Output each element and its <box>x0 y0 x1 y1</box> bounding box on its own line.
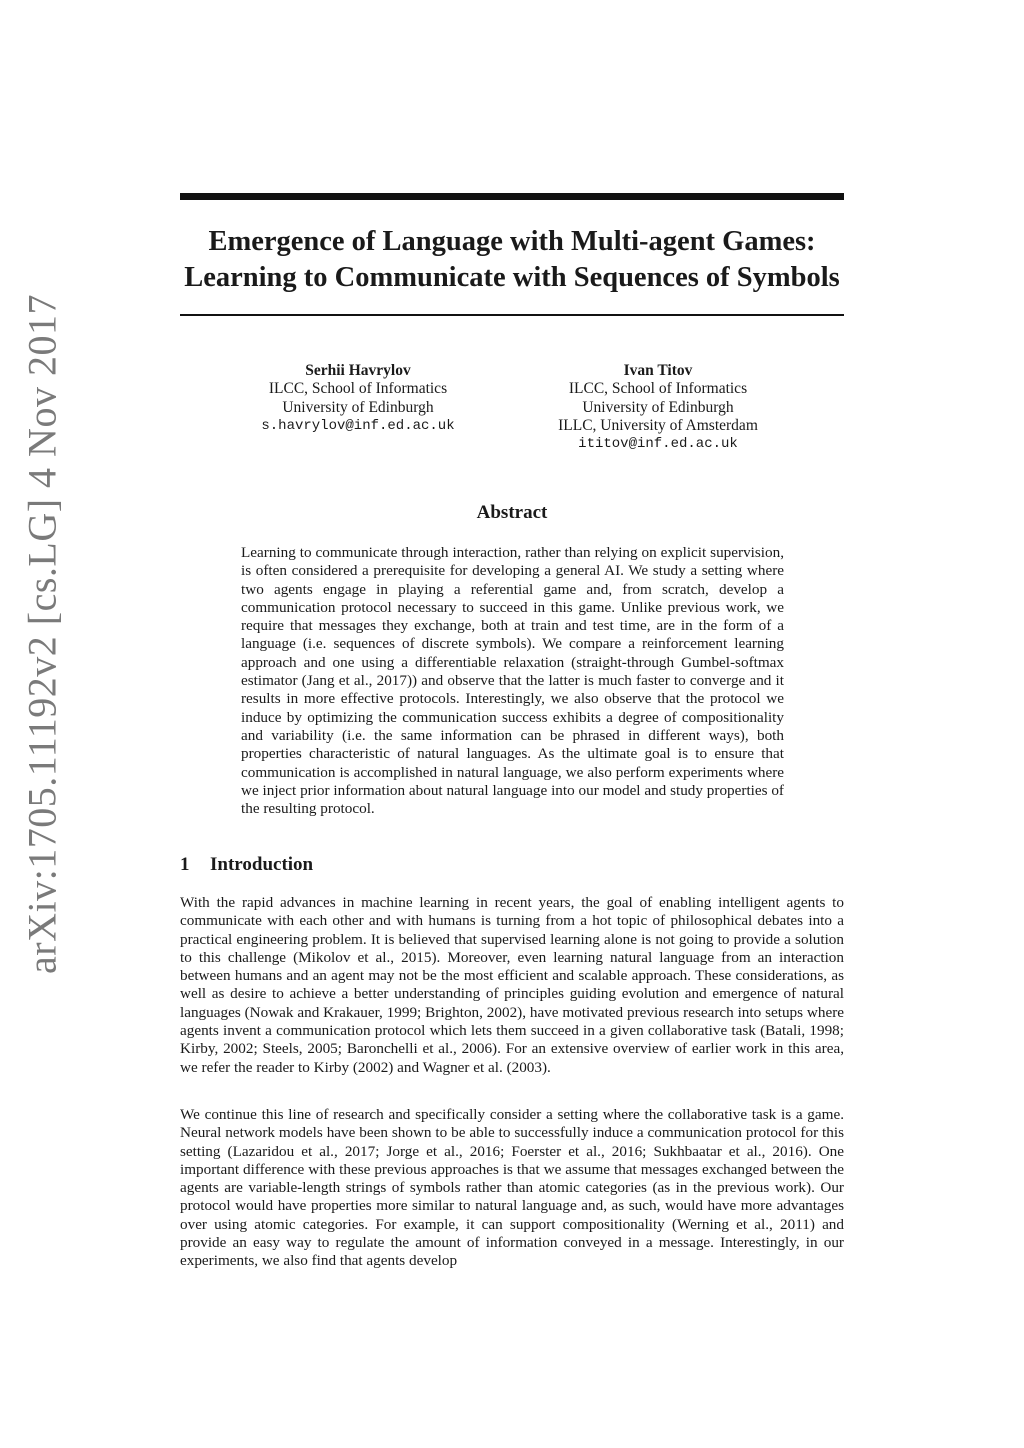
title-line-1: Emergence of Language with Multi-agent Games: <box>208 226 816 257</box>
author-email: ititov@inf.ed.ac.uk <box>578 436 738 453</box>
abstract-text: Learning to communicate through interaction, rather than relying on explicit supervision, is often considered a prerequisite for developing a general AI. We study a setting where two agents engage in playing a referential game and, from scratch, develop a communication protocol necessary to succeed in this game. Unlike previous work, we require that messages they exchange, both at train and test time, are in the form of a language (i.e. sequences of discrete symbols). We compare a reinforcement learning approach and one using a differentiable relaxation (straight-through Gumbel-softmax estimator (Jang et al., 2017)) and observe that the latter is much faster to converge and it results in more effective protocols. Interestingly, we also observe that the protocol we induce by optimizing the communication success exhibits a degree of compositionality and variability (i.e. the same information can be phrased in different ways), both properties characteristic of natural languages. As the ultimate goal is to ensure that communication is accomplished in natural language, we also perform experiments where we inject prior information about natural language into our model and study properties of the resulting protocol. <box>241 544 784 818</box>
author-affiliation: ILLC, University of Amsterdam <box>558 416 758 434</box>
section-heading-introduction <box>180 854 313 876</box>
paper-title <box>160 224 864 296</box>
author-affiliation: University of Edinburgh <box>282 398 434 416</box>
author-block-titov <box>508 362 808 453</box>
abstract-heading: Abstract <box>476 502 548 523</box>
author-affiliation: ILCC, School of Informatics <box>268 380 448 398</box>
arxiv-identifier-stamp: arXiv:1705.11192v2 [cs.LG] 4 Nov 2017 <box>19 294 65 974</box>
introduction-paragraph-2: We continue this line of research and specifically consider a setting where the collaborative task is a game. Neural network models have been shown to be able to successfully induce a communication protocol for this setting (Lazaridou et al., 2017; Jorge et al., 2016; Foerster et al., 2016; Sukhbaatar et al., 2016). One important difference with these previous approaches is that we assume that messages exchanged between the agents are variable-length strings of symbols rather than atomic categories (as in the previous work). Our protocol would have properties more similar to natural language and, as such, would have more advantages over using atomic categories. For example, it can support compositionality (Werning et al., 2011) and provide an easy way to regulate the amount of information conveyed in a message. Interestingly, in our experiments, we also find that agents develop <box>180 1106 844 1270</box>
author-name: Ivan Titov <box>623 362 693 379</box>
title-top-rule <box>180 193 844 200</box>
author-email: s.havrylov@inf.ed.ac.uk <box>261 417 455 434</box>
title-bottom-rule <box>180 314 844 316</box>
section-number: 1 <box>180 854 190 875</box>
author-block-havrylov <box>208 362 508 435</box>
author-affiliation: University of Edinburgh <box>582 398 734 416</box>
introduction-paragraph-1: With the rapid advances in machine learning in recent years, the goal of enabling intelligent agents to communicate with each other and with humans is turning from a hot topic of philosophical debates into a practical engineering problem. It is believed that supervised learning alone is not going to provide a solution to this challenge (Mikolov et al., 2015). Moreover, even learning natural language from an interaction between humans and an agent may not be the most efficient and scalable approach. These considerations, as well as desire to achieve a better understanding of principles guiding evolution and emergence of natural languages (Nowak and Krakauer, 1999; Brighton, 2002), have motivated previous research into setups where agents invent a communication protocol which lets them succeed in a given collaborative task (Batali, 1998; Kirby, 2002; Steels, 2005; Baronchelli et al., 2006). For an extensive overview of earlier work in this area, we refer the reader to Kirby (2002) and Wagner et al. (2003). <box>180 894 844 1076</box>
title-line-2: Learning to Communicate with Sequences of Symbols <box>184 262 840 293</box>
section-title: Introduction <box>210 854 314 875</box>
author-affiliation: ILCC, School of Informatics <box>568 380 748 398</box>
author-name: Serhii Havrylov <box>305 362 411 379</box>
